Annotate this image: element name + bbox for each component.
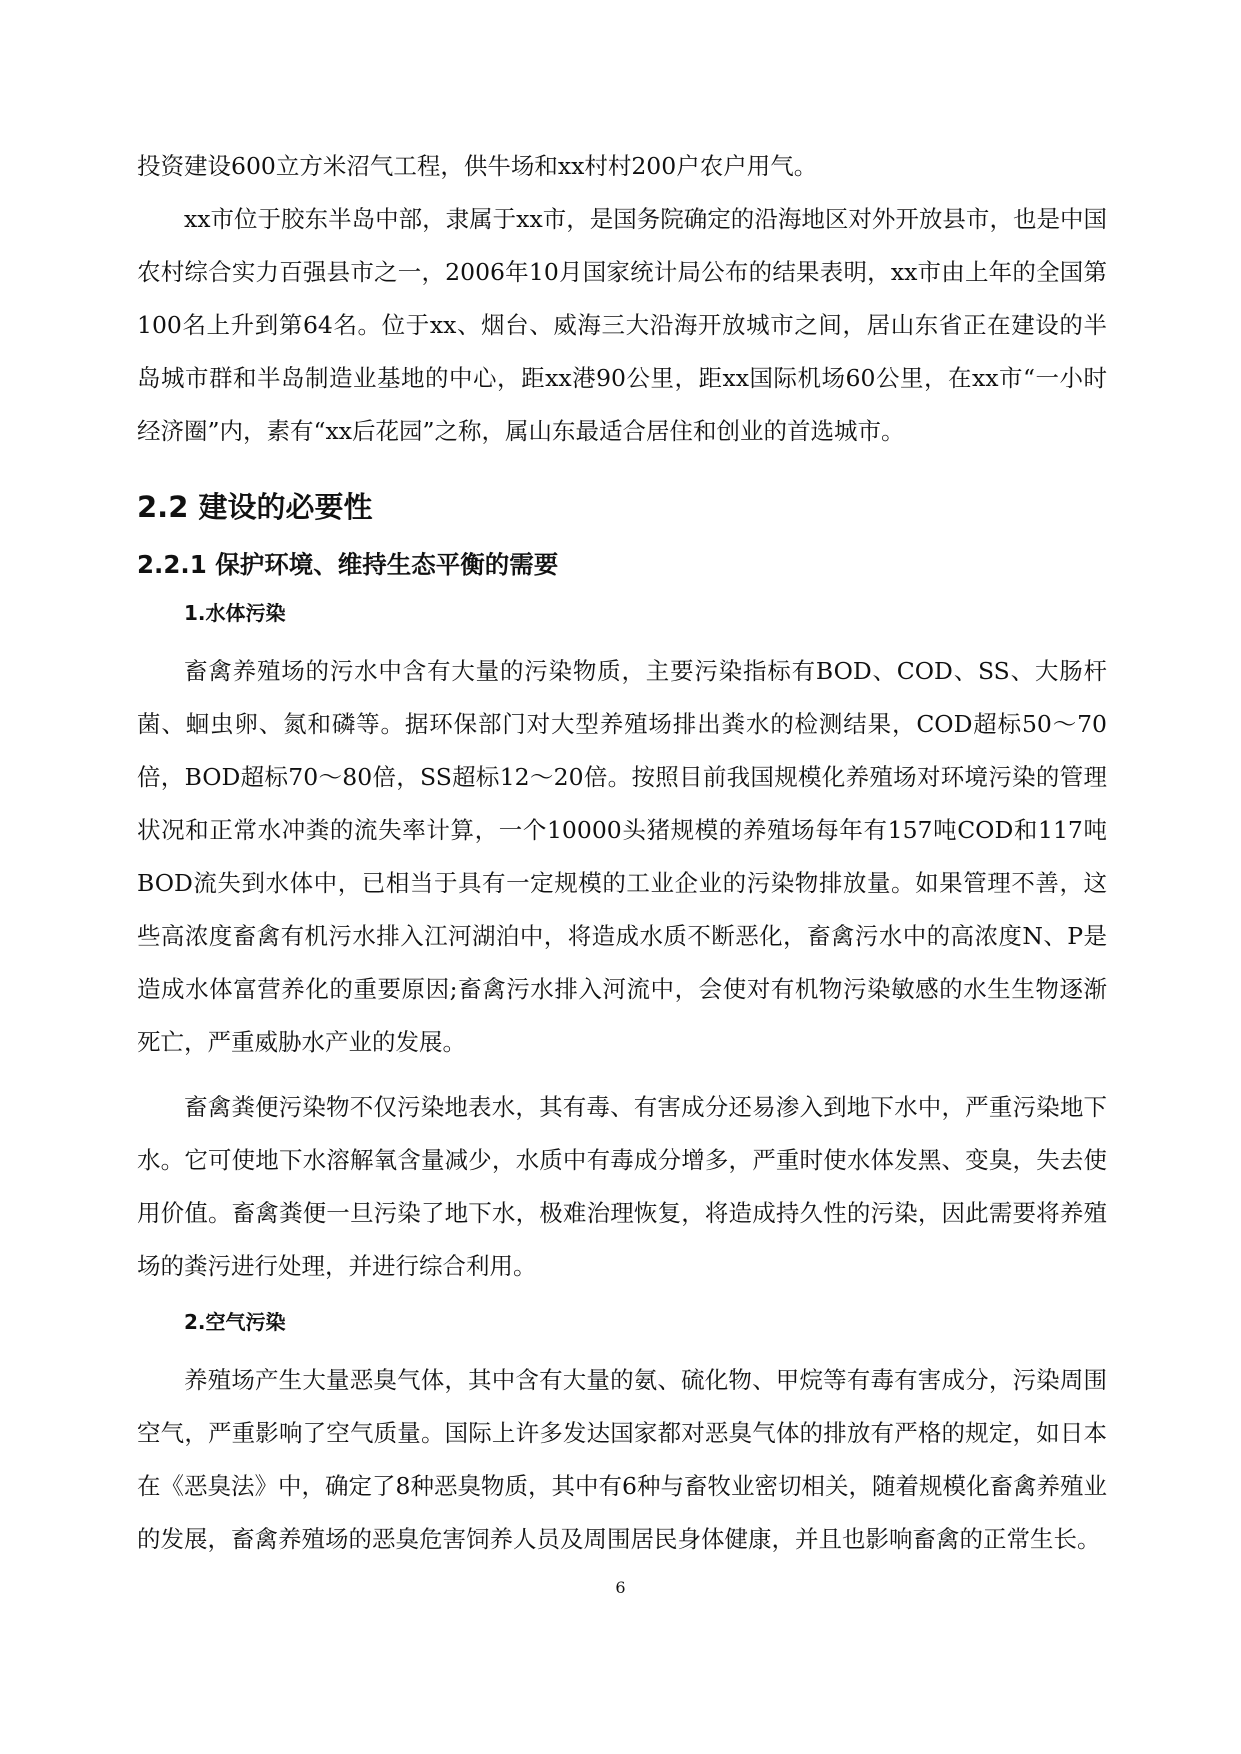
water-pollution-heading: 1.水体污染 [184,601,286,625]
city-description-paragraph: xx市位于胶东半岛中部，隶属于xx市，是国务院确定的沿海地区对外开放县市，也是中国农村综合实力百强县市之一，2006年10月国家统计局公布的结果表明，xx市由上年的全国第100名上升到第64名。位于xx、烟台、威海三大沿海开放城市之间，居山东省正在建设的半岛城市群和半岛制造业基地的中心，距xx港90公里，距xx国际机场60公里，在xx市“一小时经济圈”内，素有“xx后花园”之称，属山东最适合居住和创业的首选城市。 [137,205,1107,445]
section-heading: 2.2 建设的必要性 [137,490,373,524]
page-content [137,140,1107,1566]
subsection-heading: 2.2.1 保护环境、维持生态平衡的需要 [137,550,559,579]
intro-tail-paragraph: 投资建设600立方米沼气工程，供牛场和xx村村200户农户用气。 [137,152,818,180]
water-pollution-paragraph-2: 畜禽粪便污染物不仅污染地表水，其有毒、有害成分还易渗入到地下水中，严重污染地下水。它可使地下水溶解氧含量减少，水质中有毒成分增多，严重时使水体发黑、变臭，失去使用价值。畜禽粪便一旦污染了地下水，极难治理恢复，将造成持久性的污染，因此需要将养殖场的粪污进行处理，并进行综合利用。 [137,1093,1107,1280]
page-number: 6 [615,1578,626,1597]
water-pollution-paragraph-1: 畜禽养殖场的污水中含有大量的污染物质，主要污染指标有BOD、COD、SS、大肠杆菌、蛔虫卵、氮和磷等。据环保部门对大型养殖场排出粪水的检测结果，COD超标50～70倍，BOD超标70～80倍，SS超标12～20倍。按照目前我国规模化养殖场对环境污染的管理状况和正常水冲粪的流失率计算，一个10000头猪规模的养殖场每年有157吨COD和117吨BOD流失到水体中，已相当于具有一定规模的工业企业的污染物排放量。如果管理不善，这些高浓度畜禽有机污水排入江河湖泊中，将造成水质不断恶化，畜禽污水中的高浓度N、P是造成水体富营养化的重要原因;畜禽污水排入河流中，会使对有机物污染敏感的水生生物逐渐死亡，严重威胁水产业的发展。 [137,657,1107,1056]
air-pollution-paragraph: 养殖场产生大量恶臭气体，其中含有大量的氨、硫化物、甲烷等有毒有害成分，污染周围空气，严重影响了空气质量。国际上许多发达国家都对恶臭气体的排放有严格的规定，如日本在《恶臭法》中，确定了8种恶臭物质，其中有6种与畜牧业密切相关，随着规模化畜禽养殖业的发展，畜禽养殖场的恶臭危害饲养人员及周围居民身体健康，并且也影响畜禽的正常生长。 [137,1366,1107,1553]
air-pollution-heading: 2.空气污染 [184,1310,286,1334]
